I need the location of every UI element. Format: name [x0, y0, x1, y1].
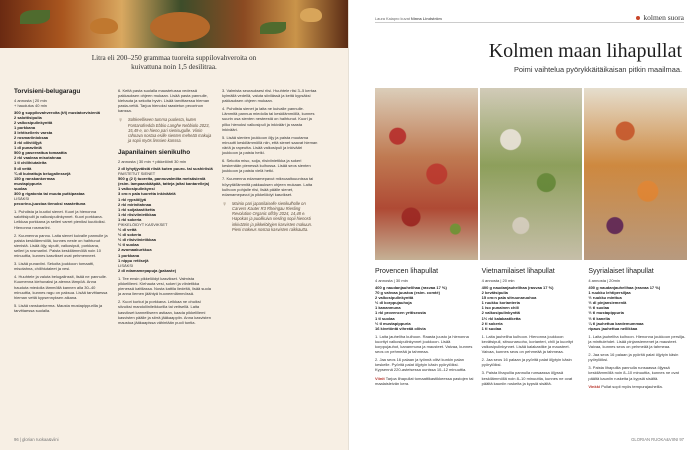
right-page [348, 0, 696, 450]
method-step: 2. Kuumenna pannu. Laita sienet kuivalle pannulle ja paista keskilämmöllä, kunnes neste on haihtunut sienistä. Lisää öljy, sipulit, valkosipuli, porkkana, selleri ja rosmariini. Paista keskilämmöllä noin 10 minuuttia, kunnes kasvikset ovat pehmenneet. [14, 232, 108, 259]
ingredient: 1 nippu retiisejä [118, 257, 149, 263]
recipe-syria [588, 268, 687, 389]
method-step: 1. Laita jauheliha kulhoon. Raasta juusto ja hienonna kuorityt valkosipulinkynnet joukkoon. Lisää korppujauhot, kananmuna ja mausteet. Vaivaa, kunnes seos on pehmeää ja tahmeaa. [375, 333, 473, 355]
divider [375, 22, 684, 23]
ingredient: 500 g paseerattua tomaattia [14, 150, 67, 156]
ingredient: 2 tl sokeria [481, 320, 503, 326]
ingredient: 70 g vahvaa juustoa (esim. comté) [375, 290, 440, 296]
method-step: 2. Jaa seos 16 palaan ja pyöritä palat öljytyin käsin pyörylöiksi. [588, 352, 679, 363]
ingredient: 2 rkl vaaleaa misotahnaa [14, 155, 62, 161]
method-step: 6. Keitä pasta suolalla maustetussa vedessä pakkauksen ohjeen mukaan. Lisää pasta pannulle, kiehauta ja sekoita hyvin. Lisää tarvittaessa hieman pasta-vettä. Tarjoa hienoksi raastetun pecorinon kanssa. [118, 88, 210, 114]
recipe-column-3 [222, 88, 318, 236]
wine-glass-icon: ♀ [222, 200, 228, 208]
ingredient: 2 kevätsipulia [481, 290, 508, 296]
meatball-recipes [375, 268, 687, 389]
page-subtitle: Poimi vaihtelua pyörykkäitäikaisan pitkin maailmaa. [513, 65, 682, 74]
serving-info: 4 annosta | 20 min [481, 278, 515, 283]
recipe-title: Syyrialaiset lihapullat [588, 268, 654, 275]
ingredient: 1 valkosipulinkynsi [118, 186, 155, 192]
ingredient: ½ tl mustapippuria [588, 310, 624, 316]
method-step: 1. Laita jauheliha kulhoon. Hienonna joukkoon kevätsipuli, sitruunaruoho, korianteri, chili ja kuorityt valkosipulinkynnet. Lisää kalakastike ja mausteet. Vaivaa, kunnes seos on pehmeää ja tahmeaa. [481, 333, 574, 355]
serving-info: 4 annosta | 20min [588, 278, 621, 283]
byline: Laura Kaiapro kuvat Ninna Lindström [375, 16, 442, 21]
ingredient: 2 valkosipulinkynttä [14, 119, 53, 125]
ingredient: 400 g naudanjauhelihaa (rasvaa 17 %) [481, 285, 554, 290]
method-step: 1. Laita jauheliha kulhoon. Hienonna joukkoon persilja- ja minttulehdet. Lisää pinjansiemenet ja mausteet. Vaivaa, kunnes seos on pehmeää ja tahmeaa. [588, 333, 686, 350]
ingredient: 1 rkl rypsiöljyä [118, 196, 147, 202]
method-step: 2. Jaa seos 16 palaan ja työnnä oliivi kunkin palan keskelle. Pyöritä palat öljytyin käsin pyörylöiksi. Kypsennä 220-asteisessa uunissa 10–12 minuuttia. [375, 357, 467, 373]
ingredient: ½ ruukku minttua [588, 295, 622, 301]
lede-text: Litra eli 200–250 grammaa tuoreita suppilovahveroita on kuivattuna noin 1,5 desilitraa. [91, 54, 257, 71]
mushroom-photo [0, 0, 348, 48]
vietnam-ingredients-photo [480, 88, 583, 260]
ingredient: 1 rkl soijakastiketta [118, 206, 155, 212]
ingredient: 300 g suppilovahveroita (t/t) mustatorvisieniä [14, 109, 101, 115]
ingredient: 1 porkkana [118, 252, 140, 258]
method-step: 3. Lisää punaviini. Sekoita joukkoon tomaatti, misotahna, chilihiutaleet ja vesi. [14, 261, 95, 272]
ingredient: pecorino-juustoa tienoksi raastettuna [14, 201, 86, 207]
wine-tip: ♀ Sohkeelliseen tumma puolesta, kuten Fontanafredda Ebbio Langhe Nebbiolo 2023, 15,49 e, on hieno pari sienisugulle. Viinin rahoava nostaa esille sienten meheää makuja ja sopii myös linssien kanssa. [118, 117, 212, 144]
method-step: 3. Valmista seurauksesi riisi. Huuhtele riisi 3–5 kertaa kylmällä vedellä, valuta siivilässä ja keitä kypsäksi pakkauksen ohjeen mukaan. [222, 88, 317, 104]
subheading: PIKKELÖIDYT KASVIKSET [118, 222, 168, 228]
ingredient: 2 salottisipulia [14, 114, 42, 120]
syria-ingredients-photo [584, 88, 687, 260]
method-step: 5. Lisää ranskankerma. Mausta mustapippurilla ja tarvittaessa suolalla. [14, 302, 103, 313]
subheading: LISÄKSI [14, 196, 30, 202]
recipe-title: Torvisieni-belugaragu [14, 88, 81, 95]
ingredient: 2 valkosipulinkynttä [375, 295, 414, 301]
ingredient: 300 g rigatonia tai muuta putkipastaa [14, 191, 85, 196]
serving-info: 4 annosta | 20 min [14, 97, 47, 103]
serving-info: 2 annosta | 30 min + pikkelöinti 30 min [118, 158, 187, 164]
ingredient: 3 rkl oliiviöljyä [14, 140, 42, 146]
ingredient: ½ dl riisiviinietikkaa [118, 237, 156, 243]
ingredient: 3 lehtiselleriv varsta [14, 129, 53, 135]
tip: Viinit Tarjoa lihapullat tomaattikastikkeessa pastojen tai maalaisleivän kera. [375, 375, 474, 386]
recipe-provence [375, 268, 474, 389]
ingredient: 1 ruukku korianteria [481, 300, 520, 306]
ingredient: 1 kananmuna [375, 305, 401, 311]
ingredient: ½ dl korppujauhoja [375, 300, 412, 306]
method-step: 1. Puhdista ja kuutioi sienet. Kuori ja hienonna salottisipulit ja valkosipulinkynnet. Kuori porkkana. Leikkaa porkkana ja selleri varret pieniksi kuutioiksi. Hienonna rosmariini. [14, 209, 106, 230]
method-step: 6. Sekoita miso, soija, riisiviinietikka ja sokeri keskenään pienessä kulhossa. Lisää seos sienten joukkoon ja paista vielä hetki. [222, 158, 311, 174]
serving-info: + haudutus 40 min [14, 102, 48, 108]
ingredient: ½ dl pinjansiemeniä [588, 300, 627, 306]
ingredient: 2 rosmariinioksaa [14, 134, 49, 140]
ingredient: ¼ tl jauhettua kardemummaa [588, 320, 644, 326]
recipe-vietnam [482, 268, 581, 389]
ingredient: 3 cm:n pala tuoretta inkivääriä [118, 191, 176, 197]
ingredient: 1 tl suolaa [375, 315, 395, 321]
ingredient: ½ tl kanelia [588, 315, 610, 321]
ingredient: 5 dl vettä [14, 165, 32, 171]
ingredient: 1½ rkl kalakastiketta [481, 315, 521, 321]
ingredient: ½ tl mustapippuria [375, 320, 411, 326]
page-folio: 96 | glorian ruokaa&viini [14, 437, 59, 442]
ingredient: 1 ruukku lehtipersiljaa [588, 290, 631, 296]
recipe-column-1 [14, 88, 110, 313]
method-step: 3. Paista lihapullia pannulla runsaassa öljyssä keskilämmöllä noin 8–10 minuuttia, kunnes ne ovat päältä kauniin ruskeita ja kypsiä sisältä. [588, 365, 679, 381]
ingredient: 2 rkl mirinitahnaa [118, 201, 152, 207]
method-step: 1. Tee ensin pikkelöidyt kasvikset. Valmista pikkeliliemi. Kiehauta vesi, sokeri ja viinietikka pienessä kattilassa. Nosta kattila liedeltä, lisää suola ja anna liemen jäähtyä huoneenlämmössä. [118, 275, 211, 297]
method-step: 7. Kuumenna edamamepavut mikroaaltouunissa tai höyrytä/lämmitä pakkauksen ohjeen mukaan. Laita kulhoon pohjalle riisi, lisää päälle sienet, edamamepavut ja pikkelöidyt kasvikset. [222, 176, 314, 197]
ingredient: ½ tl suolaa [588, 305, 610, 311]
method-step: 4. Huuhtele ja valuta belugalinssit, lisää ne pannulle. Kuumenna kiehuvaksi ja alenna lämpöä. Anna hauduta miedolla lämmöllä kannen alla 30–40 minuuttia, kunnes ragu on paksua. Lisää tarvittaessa hieman vettä kypsennyksen aikana. [14, 274, 108, 300]
provence-ingredients-photo [375, 88, 478, 260]
ingredient: mustapippuria [14, 180, 42, 186]
ingredient: 2 dl edamamepapuja (pakaste) [118, 267, 177, 273]
method-step: 4. Puhdista sienet ja laita ne kuivalle pannulle. Lämmitä pannua miedolla tai keskilämmöllä, kunnes suurin osa sienten nesteestä on haihtunut. Kuori ja pilko hienoksi valkosipuli ja inkivääri ja raasta inkivääri. [222, 106, 315, 132]
ingredient: 500 g (2 l) tuoreita, pannuvalmiita metsäsieniä (esim. lampaankääpää, tatteja ja/tai kantarelleja) [118, 176, 210, 187]
subheading: PAISTETUT SIENET [118, 171, 156, 177]
recipe-title: Japanilainen sienikulho [118, 149, 191, 157]
ingredient: 400 g naudanjauhelihaa (rasvaa 17 %) [588, 285, 661, 290]
method-step: 2. Jaa seos 16 palaan ja pyöritä palat öljytyin käsin pyörylöiksi. [481, 357, 572, 368]
tip: Vinkki Pullat sopii myös tempurajauheilla. [588, 383, 663, 389]
recipe-column-2 [118, 88, 214, 325]
ingredient: ½ dl vettä [118, 227, 137, 233]
meatball-photos [375, 88, 687, 260]
section-label: kolmen suora [636, 13, 684, 22]
ingredient: 1 porkkana [14, 124, 36, 130]
ingredient: 1 rkl sokeria [118, 216, 142, 222]
wine-tip: ♀ Mainio pari japanilaiselle sienikulholle on Carvers Kauter R3 Rheingau Riesling Revolution Organic offdry 2024, 14,48 e. Hapokas ja puolikuiva riesling sopii hienosti inkiväärin ja pikkelöityjen kasvisten makuun. Pieni makeus nostaa kasvisten raikkautta. [222, 200, 313, 232]
ingredient: 16 kivetöntä vihreää oliivia [375, 325, 426, 331]
ingredient: 1 rkl provencen yrttiseosta [375, 310, 426, 316]
ingredient: suolaa [14, 185, 27, 191]
page-folio: GLORIAN RUOKA&VIINI 97 [631, 437, 684, 442]
method-step: 5. Lisää sienten joukkoon öljy ja paista muutama minuutti keskilämmöllä niin, että sienet saavat hieman väriä ja rapeutta. Lisää valkosipuli ja inkivääri joukkoon ja paista hetki. [222, 134, 318, 156]
serving-info: 4 annosta | 30 min [375, 278, 408, 283]
ingredient: 1 dl punaviiniä [14, 145, 42, 151]
ingredient: 1 tl chilihiutaleita [14, 160, 47, 166]
method-step: 2. Kuori kurkut ja porkkana. Leikkaa ne ohuiksi siivuiksi mandoliinileikkurilla tai veitsellä. Laita kasvikset kannelliseen astiaan, kaada pikkeliliemi kasvisten päälle ja siirrä jääkaappiin. Anna kasvisten maustua jääkaapissa vähintään puoli tuntia. [118, 299, 211, 325]
ingredient: 1 iso punainen chili [481, 305, 519, 311]
recipe-title: Provencen lihapullat [375, 268, 439, 275]
ingredient: 2 dl lyhytjyväistä riisiä kuten puuro- tai sushiriisiä [118, 165, 213, 171]
wine-glass-icon: ♀ [118, 117, 124, 125]
ingredient: 1 tl suolaa [481, 325, 502, 331]
ingredient: 400 g naudanjauhelihaa (rasvaa 17 %) [375, 285, 447, 290]
page-title: Kolmen maan lihapullat [488, 40, 682, 62]
ingredient: 2 valkosipulinkynttä [481, 310, 520, 316]
ingredient: 150 g ranskankermaa [14, 175, 55, 181]
ingredient: 1 rkl riisiviinietikkaa [118, 211, 157, 217]
ingredient: 15 cm:n pala sitruunaruohoa [481, 295, 537, 301]
ingredient: ½ dl sokeria [118, 232, 142, 238]
ingredient: ½ tl suolaa [118, 242, 139, 248]
section-dot-icon [636, 16, 640, 20]
subheading: LISÄKSI [118, 262, 134, 268]
ingredient: 2 avomaakurkkua [118, 247, 152, 253]
ingredient: ripaus jauhettua neilikkaa [588, 325, 638, 331]
method-step: 3. Paista lihapullia pannulla runsaassa öljyssä keskilämmöllä noin 8–10 minuuttia, kunnes ne ovat päältä kauniin ruskeita ja kypsiä sisältä. [481, 370, 573, 386]
recipe-title: Vietnamilaiset lihapullat [481, 268, 555, 275]
ingredient: ¾ dl kuivattuja belugalinssejä [14, 170, 71, 176]
